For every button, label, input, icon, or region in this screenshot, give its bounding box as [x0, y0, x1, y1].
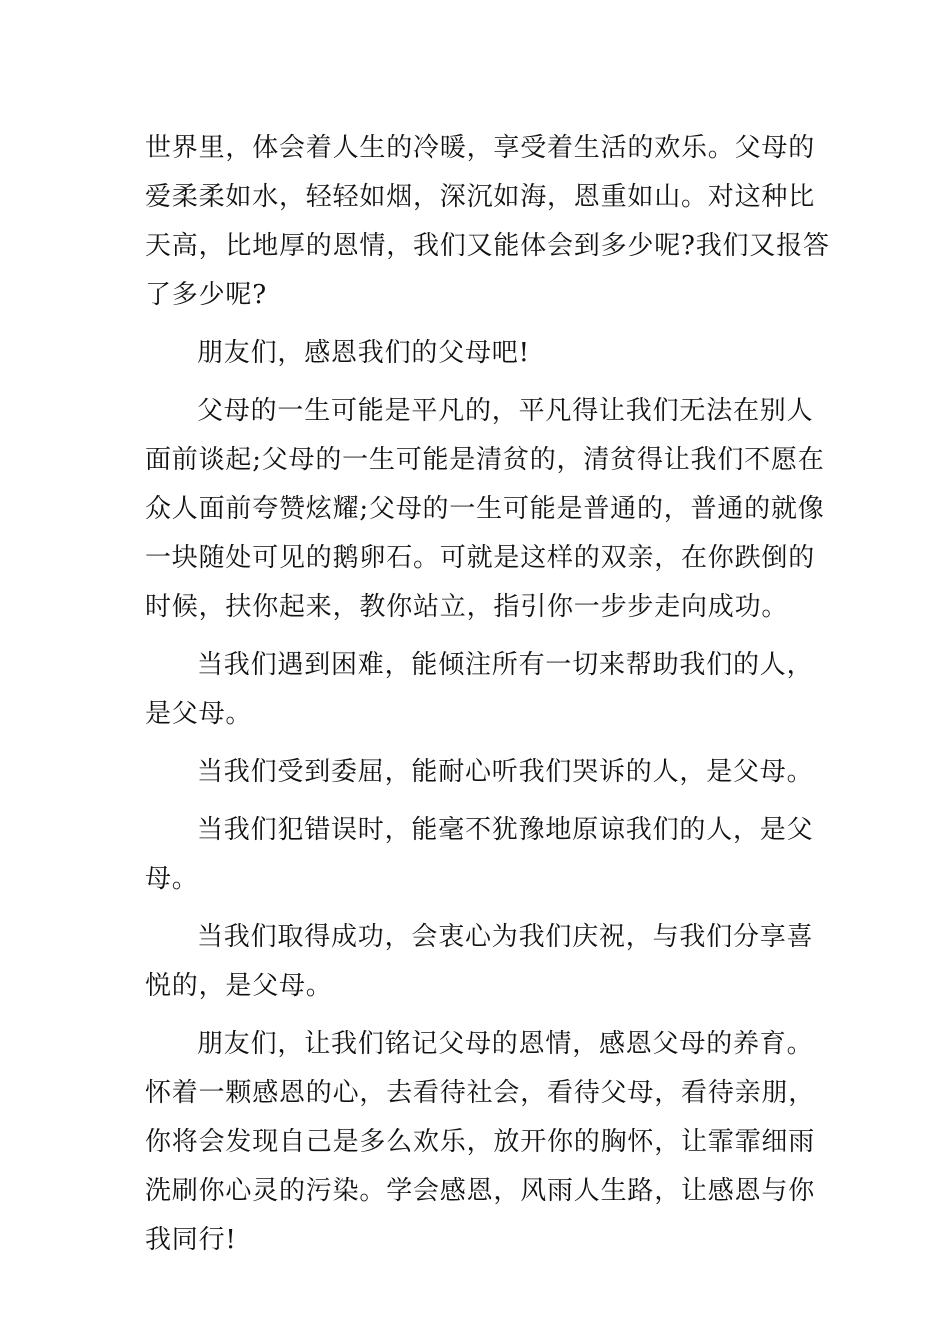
paragraph-line: 朋友们，让我们铭记父母的恩情，感恩父母的养育。 — [197, 1029, 814, 1059]
paragraph-line: 父母的一生可能是平凡的，平凡得让我们无法在别人 — [197, 396, 814, 426]
paragraph-line: 当我们遇到困难，能倾注所有一切来帮助我们的人， — [197, 650, 814, 680]
paragraph-line: 朋友们，感恩我们的父母吧! — [197, 338, 530, 368]
paragraph-line: 悦的，是父母。 — [145, 971, 333, 1001]
paragraph-line: 洗刷你心灵的污染。学会感恩，风雨人生路，让感恩与你 — [145, 1176, 816, 1206]
paragraph-3 — [145, 387, 825, 632]
paragraph-line: 面前谈起;父母的一生可能是清贫的，清贫得让我们不愿在 — [145, 445, 825, 475]
paragraph-1 — [145, 124, 830, 320]
paragraph-2 — [145, 329, 807, 378]
paragraph-line: 世界里，体会着人生的冷暖，享受着生活的欢乐。父母的 — [145, 133, 816, 163]
paragraph-5 — [145, 748, 814, 797]
paragraph-4 — [145, 641, 814, 739]
paragraph-6 — [145, 806, 814, 904]
paragraph-line: 众人面前夸赞炫耀;父母的一生可能是普通的，普通的就像 — [145, 494, 825, 524]
paragraph-line: 时候，扶你起来，教你站立，指引你一步步走向成功。 — [145, 592, 789, 622]
paragraph-line: 你将会发现自己是多么欢乐，放开你的胸怀，让霏霏细雨 — [145, 1127, 816, 1157]
paragraph-line: 是父母。 — [145, 699, 253, 729]
paragraph-line: 母。 — [145, 864, 199, 894]
paragraph-7 — [145, 913, 814, 1011]
document-body — [145, 124, 830, 1265]
paragraph-line: 爱柔柔如水，轻轻如烟，深沉如海，恩重如山。对这种比 — [145, 182, 816, 212]
paragraph-line: 一块随处可见的鹅卵石。可就是这样的双亲，在你跌倒的 — [145, 543, 816, 573]
paragraph-8 — [145, 1020, 816, 1265]
paragraph-line: 了多少呢? — [145, 280, 267, 310]
paragraph-line: 天高，比地厚的恩情，我们又能体会到多少呢?我们又报答 — [145, 231, 830, 261]
paragraph-line: 当我们受到委屈，能耐心听我们哭诉的人，是父母。 — [197, 757, 814, 787]
paragraph-line: 我同行! — [145, 1225, 237, 1255]
paragraph-line: 怀着一颗感恩的心，去看待社会，看待父母，看待亲朋， — [145, 1078, 816, 1108]
paragraph-line: 当我们犯错误时，能毫不犹豫地原谅我们的人，是父 — [197, 815, 814, 845]
paragraph-line: 当我们取得成功，会衷心为我们庆祝，与我们分享喜 — [197, 922, 814, 952]
